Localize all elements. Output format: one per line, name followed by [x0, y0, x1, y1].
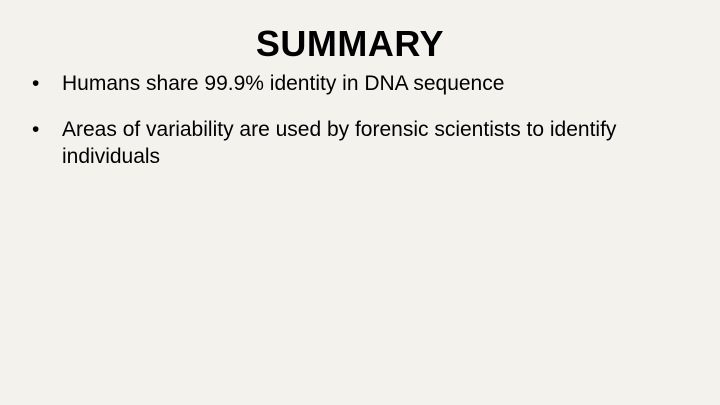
bullet-icon: • — [32, 72, 40, 95]
bullet-list — [32, 70, 692, 189]
bullet-icon: • — [32, 118, 40, 141]
bullet-text: Areas of variability are used by forensic scientists to identify individuals — [62, 118, 617, 168]
bullet-item — [32, 116, 692, 170]
bullet-item — [32, 70, 692, 97]
bullet-text: Humans share 99.9% identity in DNA sequence — [62, 72, 505, 95]
slide-title: SUMMARY — [255, 23, 445, 64]
